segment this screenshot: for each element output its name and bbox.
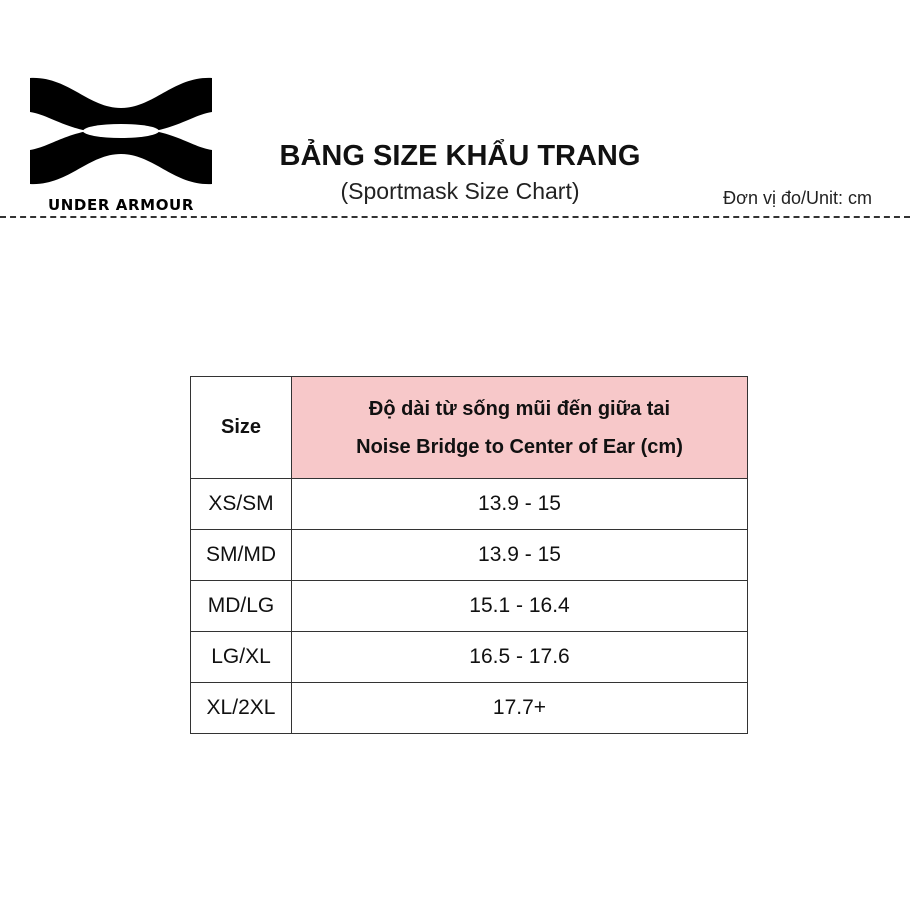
size-column-header: Size	[191, 377, 292, 479]
table-row	[191, 530, 748, 581]
brand-logo	[28, 72, 214, 214]
table-row	[191, 581, 748, 632]
size-cell: XS/SM	[191, 479, 292, 530]
size-cell: MD/LG	[191, 581, 292, 632]
table-row	[191, 632, 748, 683]
measure-cell: 15.1 - 16.4	[292, 581, 748, 632]
measure-column-header	[292, 377, 748, 479]
size-cell: SM/MD	[191, 530, 292, 581]
measure-cell: 17.7+	[292, 683, 748, 734]
table-row	[191, 479, 748, 530]
size-cell: LG/XL	[191, 632, 292, 683]
dashed-divider	[0, 216, 910, 218]
unit-label: Đơn vị đo/Unit: cm	[723, 188, 872, 208]
under-armour-logo-icon	[28, 72, 214, 190]
brand-name: UNDER ARMOUR	[48, 196, 194, 214]
measure-header-vietnamese: Độ dài từ sống mũi đến giữa tai	[368, 397, 671, 420]
table-header-row	[191, 377, 748, 479]
size-chart-table	[190, 376, 748, 734]
table-row	[191, 683, 748, 734]
measure-cell: 13.9 - 15	[292, 479, 748, 530]
page-subtitle: (Sportmask Size Chart)	[340, 178, 580, 204]
page-title: BẢNG SIZE KHẨU TRANG	[279, 140, 641, 172]
size-cell: XL/2XL	[191, 683, 292, 734]
measure-cell: 13.9 - 15	[292, 530, 748, 581]
measure-cell: 16.5 - 17.6	[292, 632, 748, 683]
measure-header-english: Noise Bridge to Center of Ear (cm)	[356, 435, 683, 458]
